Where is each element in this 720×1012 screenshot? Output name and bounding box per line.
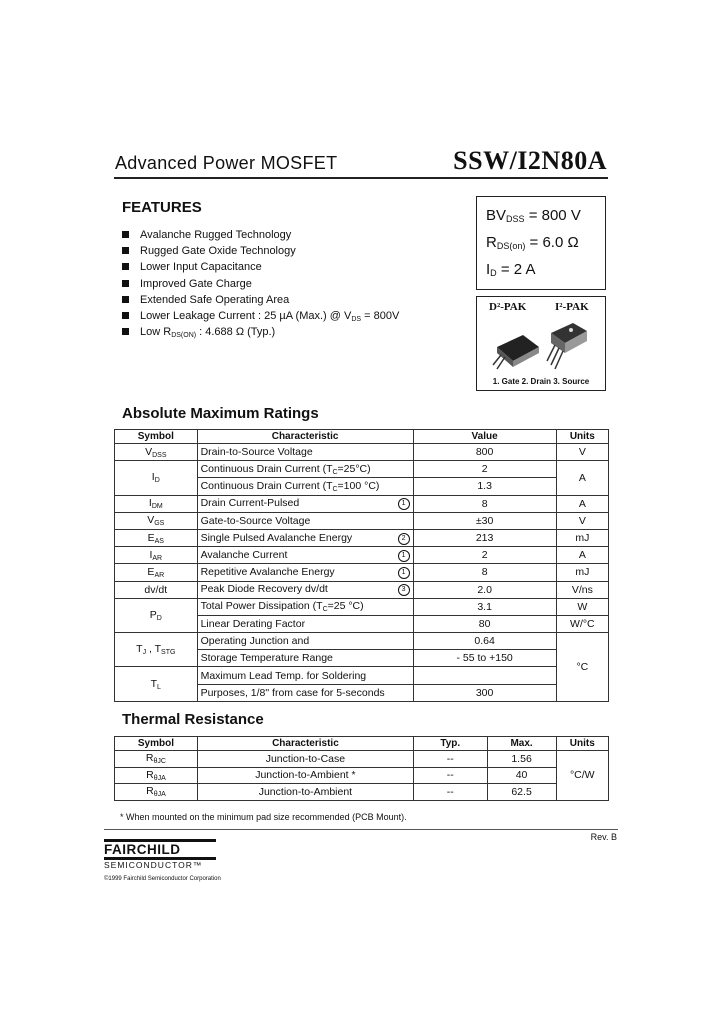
table-row: $R_{\theta JA}$ Junction-to-Ambient -- 62.5 <box>115 784 609 801</box>
feature-item: Avalanche Rugged Technology <box>122 227 399 243</box>
table-row: Continuous Drain Current ($T_C=100$ °C) 1.3 <box>115 478 609 495</box>
amr-heading: Absolute Maximum Ratings <box>122 405 319 422</box>
table-row: Linear Derating Factor 80 W/°C <box>115 615 609 632</box>
table-row: Purposes, 1/8" from case for 5-seconds 300 <box>115 684 609 701</box>
features-heading: FEATURES <box>122 199 202 216</box>
fairchild-logo <box>104 839 216 871</box>
thermal-heading: Thermal Resistance <box>122 711 264 728</box>
note-marker: 1 <box>398 550 410 562</box>
note-marker: 1 <box>398 498 410 510</box>
table-row: Storage Temperature Range - 55 to +150 <box>115 650 609 667</box>
footer-rule <box>104 829 618 830</box>
table-row: $E_{AS}$ Single Pulsed Avalanche Energy 2 213 mJ <box>115 529 609 546</box>
table-row: $V_{DSS}$ Drain-to-Source Voltage 800 V <box>115 444 609 461</box>
package-drawing-icon <box>483 317 599 375</box>
note-marker: 3 <box>398 584 410 596</box>
logo-text: FAIRCHILD <box>104 842 181 857</box>
feature-item: Rugged Gate Oxide Technology <box>122 243 399 259</box>
i2pak-label: I²-PAK <box>555 301 589 313</box>
table-row: $E_{AR}$ Repetitive Avalanche Energy 1 8 mJ <box>115 564 609 581</box>
table-row: $P_D$ Total Power Dissipation ($T_C=25$ °C) 3.1 W <box>115 598 609 615</box>
key-specs-box <box>476 196 606 290</box>
table-row: $I_{DM}$ Drain Current-Pulsed 1 8 A <box>115 495 609 512</box>
thermal-resistance-table <box>114 736 609 801</box>
feature-item-leakage: Lower Leakage Current : 25 µA (Max.) @ $V_{DS} = 800V$ <box>122 308 399 324</box>
table-row: $I_D$ Continuous Drain Current $(T_C=25^\circ C)$ 2 A <box>115 461 609 478</box>
table-row: $R_{\theta JA}$ Junction-to-Ambient * -- 40 <box>115 767 609 784</box>
table-row: $R_{\theta JC}$ Junction-to-Case -- 1.56 °C/W <box>115 751 609 768</box>
table-row: dv/dt Peak Diode Recovery dv/dt 3 2.0 V/ns <box>115 581 609 598</box>
bullet-icon <box>122 231 129 238</box>
table-header-row: Symbol Characteristic Typ. Max. Units <box>115 737 609 751</box>
document-title: Advanced Power MOSFET <box>115 153 338 173</box>
footnote: * When mounted on the minimum pad size recommended (PCB Mount). <box>120 812 407 822</box>
bullet-icon <box>122 296 129 303</box>
table-row: $T_L$ Maximum Lead Temp. for Soldering <box>115 667 609 684</box>
pin-legend: 1. Gate 2. Drain 3. Source <box>492 377 590 386</box>
feature-item-rds: Low $R_{DS(ON)}$ : 4.688 Ω (Typ.) <box>122 324 399 340</box>
note-marker: 2 <box>398 533 410 545</box>
table-header-row: Symbol Characteristic Value Units <box>115 430 609 444</box>
package-box <box>476 296 606 391</box>
logo-subtitle: SEMICONDUCTOR™ <box>104 860 203 870</box>
copyright: ©1999 Fairchild Semiconductor Corporation <box>104 876 221 882</box>
feature-item: Lower Input Capacitance <box>122 259 399 275</box>
part-number: SSW/I2N80A <box>453 146 607 175</box>
note-marker: 1 <box>398 567 410 579</box>
d2pak-label: D²-PAK <box>489 301 527 313</box>
features-list <box>122 227 399 340</box>
spec-rdson: $R_{DS(on)} = 6.0$ Ω <box>486 234 579 251</box>
bullet-icon <box>122 280 129 287</box>
feature-item: Improved Gate Charge <box>122 276 399 292</box>
header-rule <box>114 177 608 179</box>
table-row: $T_J$ , $T_{STG}$ Operating Junction and 0.64 °C <box>115 633 609 650</box>
bullet-icon <box>122 247 129 254</box>
absolute-max-ratings-table <box>114 429 609 702</box>
bullet-icon <box>122 328 129 335</box>
bullet-icon <box>122 312 129 319</box>
feature-item: Extended Safe Operating Area <box>122 292 399 308</box>
table-row: $V_{GS}$ Gate-to-Source Voltage ±30 V <box>115 512 609 529</box>
table-row: $I_{AR}$ Avalanche Current 1 2 A <box>115 547 609 564</box>
spec-id: $I_D = 2$ A <box>486 261 536 278</box>
bullet-icon <box>122 263 129 270</box>
spec-bvdss: $BV_{DSS} = 800$ V <box>486 207 581 224</box>
revision-label: Rev. B <box>590 832 617 842</box>
